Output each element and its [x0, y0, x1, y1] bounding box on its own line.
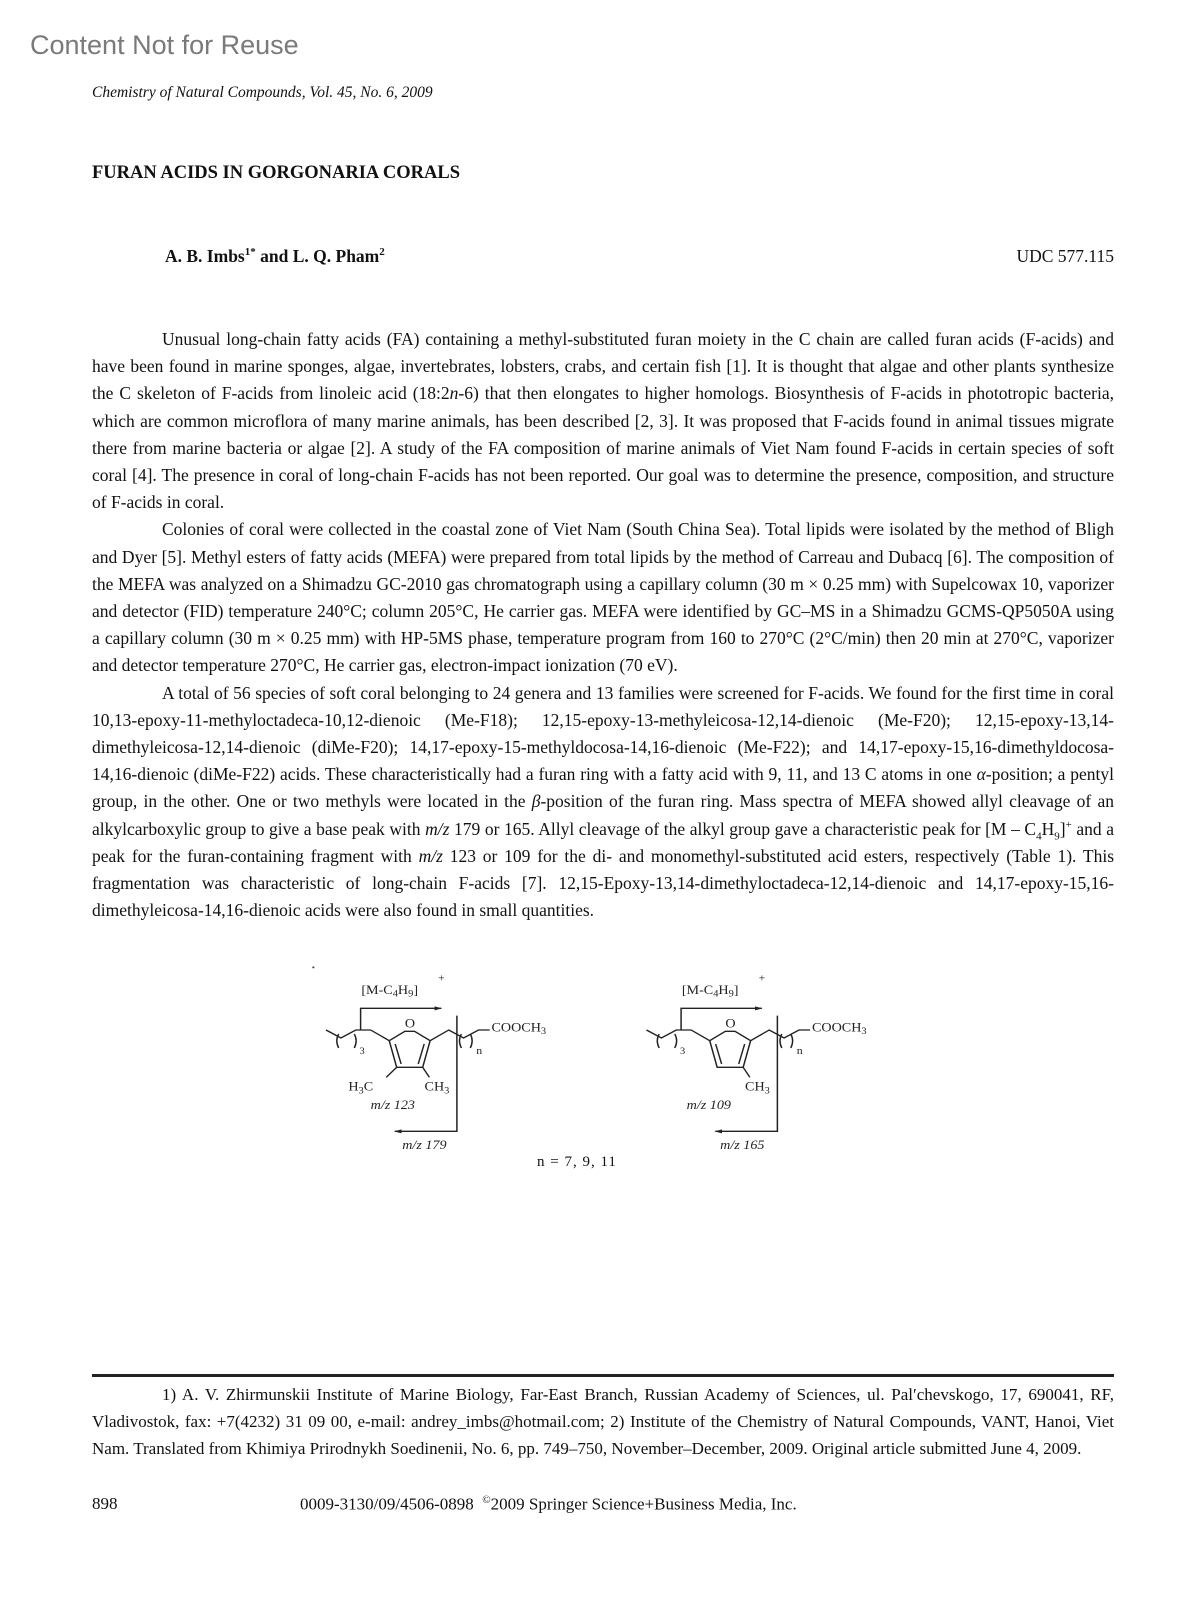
text-run: +	[1065, 818, 1072, 831]
authors	[165, 246, 385, 267]
paragraph	[92, 326, 1114, 516]
repeat-3: 3	[679, 1046, 686, 1058]
text-run: α	[976, 764, 986, 785]
methyl-right: $CH_3$	[745, 1079, 770, 1097]
ring-fragment-mz: m/z 109	[686, 1098, 731, 1113]
fragment-charge: +	[438, 974, 445, 985]
stray-dot	[312, 967, 314, 969]
text-run: n	[449, 383, 459, 404]
footnote-text: 1) A. V. Zhirmunskii Institute of Marine Biology, Far-East Branch, Russian Academy of Sciences, ul. Pal′chevskogo, 17, 690041, RF, Vladivostok, fax: +7(4232) 31 09 00, e-mail: andrey_imbs@hotmail.com; 2) Institute of the Chemistry of Natural Compounds, VANT, Hanoi, Viet Nam. Translated from Khimiya Prirodnykh Soedinenii, No. 6, pp. 749–750, November–December, 2009. Original article submitted June 4, 2009.	[92, 1385, 1114, 1458]
author-2-affiliation: 2	[379, 246, 385, 259]
ring-fragment-mz: m/z 123	[370, 1098, 415, 1113]
text-run: and a peak for the furan-containing fragment with	[92, 818, 1114, 866]
spacer	[92, 1176, 1114, 1374]
figure-block	[92, 944, 1114, 1176]
author-1-affiliation: 1*	[244, 246, 256, 259]
author-2: and L. Q. Pham	[255, 246, 380, 266]
text-run: Colonies of coral were collected in the coastal zone of Viet Nam (South China Sea). Total lipids were isolated by the method of Bligh and Dyer [5]. Methyl esters of fatty acids (MEFA) were prepared from total lipids by the method of Carreau and Dubacq [6]. The composition of the MEFA was analyzed on a Shimadzu GC-2010 gas chromatograph using a capillary column (30 m × 0.25 mm) with Supelcowax 10, vaporizer and detector (FID) temperature 240°C; column 205°C, He carrier gas. MEFA were identified by GC–MS in a Shimadzu GCMS-QP5050A using a capillary column (30 m × 0.25 mm) with HP-5MS phase, temperature program from 160 to 270°C (2°C/min) then 20 min at 270°C, vaporizer and detector temperature 270°C, He carrier gas, electron-impact ionization (70 eV).	[92, 519, 1114, 676]
ring-oxygen: O	[725, 1016, 736, 1031]
alkyl-chain	[326, 1030, 389, 1041]
paragraph	[92, 516, 1114, 679]
paren-open	[337, 1034, 339, 1048]
repeat-n: n	[476, 1045, 483, 1058]
paren-close	[354, 1034, 356, 1048]
n-values-label: n = 7, 9, 11	[537, 1154, 617, 1171]
text-run: 123 or 109 for the di- and monomethyl-substituted acid esters, respectively (Table 1). This fragmentation was characteristic of long-chain F-acids [7]. 12,15-Epoxy-13,14-dimethyloctadeca-12,14-dienoic and 14,17-epoxy-15,16-dimethyleicosa-14,16-dienoic acids were also found in small quantities.	[92, 845, 1114, 921]
ring-oxygen: O	[404, 1016, 416, 1031]
furan-ring	[389, 1032, 430, 1068]
udc-code: UDC 577.115	[1016, 246, 1114, 266]
article-body	[92, 326, 1114, 924]
ester-group: $COOCH_3$	[811, 1020, 867, 1038]
author-1: A. B. Imbs	[165, 246, 245, 266]
paren-open	[460, 1034, 462, 1048]
copyright-line	[300, 1494, 797, 1515]
journal-citation: Chemistry of Natural Compounds, Vol. 45, No. 6, 2009	[92, 84, 433, 101]
fragment-arrow	[361, 1009, 442, 1031]
page-number: 898	[92, 1494, 118, 1513]
issn: 0009-3130/09/4506-0898	[300, 1494, 474, 1514]
watermark: Content Not for Reuse	[30, 30, 299, 60]
base-peak-mz: m/z 179	[402, 1138, 447, 1153]
footnote-divider	[92, 1374, 1114, 1377]
page-column	[92, 326, 1114, 1601]
ester-group: $COOCH_3$	[491, 1020, 547, 1038]
methyl-left: $H_3C$	[348, 1079, 374, 1097]
text-run: 9	[1054, 830, 1060, 843]
paren-close	[470, 1034, 472, 1048]
furan-acid-structure-figure	[300, 944, 880, 1154]
text-run: -position; a pentyl group, in the other. One or two methyls were located in the	[92, 764, 1114, 812]
fragment-label: $[M-C_4H_9]$	[361, 983, 419, 1000]
text-run: m/z	[418, 845, 443, 866]
article-title: FURAN ACIDS IN GORGONARIA CORALS	[92, 163, 460, 183]
base-peak-arrow	[395, 1016, 457, 1132]
text-run: A total of 56 species of soft coral belonging to 24 genera and 13 families were screened for F-acids. We found for the first time in coral 10,13-epoxy-11-methyloctadeca-10,12-dienoic (Me-F18); 12,15-epoxy-13-methyleicosa-12,14-dienoic (Me-F20); 12,15-epoxy-13,14-dimethyleicosa-12,14-dienoic (diMe-F20); 14,17-epoxy-15-methyldocosa-14,16-dienoic (Me-F22); and 14,17-epoxy-15,16-dimethyldocosa-14,16-dienoic (diMe-F22) acids. These characteristically had a furan ring with a fatty acid with 9, 11, and 13 C atoms in one	[92, 682, 1114, 785]
text-run: 4	[1036, 830, 1042, 843]
copyright-text: 2009 Springer Science+Business Media, Inc.	[490, 1494, 797, 1514]
text-run: ]	[1059, 818, 1066, 839]
repeat-n: n	[796, 1045, 803, 1058]
page-footer	[92, 1494, 1114, 1516]
text-run: 179 or 165. Allyl cleavage of the alkyl group gave a characteristic peak for [M – C	[449, 818, 1037, 839]
text-run: -position of the furan ring. Mass spectra of MEFA showed allyl cleavage of an alkylcarboxylic group to give a base peak with	[92, 791, 1115, 839]
text-run: m/z	[425, 818, 450, 839]
text-run: β	[531, 791, 541, 812]
fragment-label: $[M-C_4H_9]$	[681, 983, 739, 1000]
affiliations-footnote	[92, 1381, 1114, 1462]
methyl-right: $CH_3$	[424, 1079, 450, 1097]
text-run: Unusual long-chain fatty acids (FA) containing a methyl-substituted furan moiety in the C chain are called furan acids (F-acids) and have been found in marine sponges, algae, invertebrates, lobsters, crabs, and certain fish [1]. It is thought that algae and other plants synthesize the C skeleton of F-acids from linoleic acid (18:2	[92, 329, 1114, 404]
base-peak-mz: m/z 165	[720, 1138, 765, 1153]
text-run: H	[1041, 818, 1055, 839]
paragraph	[92, 680, 1114, 925]
repeat-3: 3	[359, 1046, 365, 1058]
copyright-symbol: ©	[482, 1494, 491, 1506]
fragment-charge: +	[758, 974, 766, 985]
text-run: -6) that then elongates to higher homologs. Biosynthesis of F-acids in phototropic bacteria, which are common microflora of many marine animals, has been described [2, 3]. It was proposed that F-acids found in animal tissues migrate there from marine bacteria or algae [2]. A study of the FA composition of marine animals of Viet Nam found F-acids in certain species of soft coral [4]. The presence in coral of long-chain F-acids has not been reported. Our goal was to determine the presence, composition, and structure of F-acids in coral.	[92, 383, 1114, 513]
